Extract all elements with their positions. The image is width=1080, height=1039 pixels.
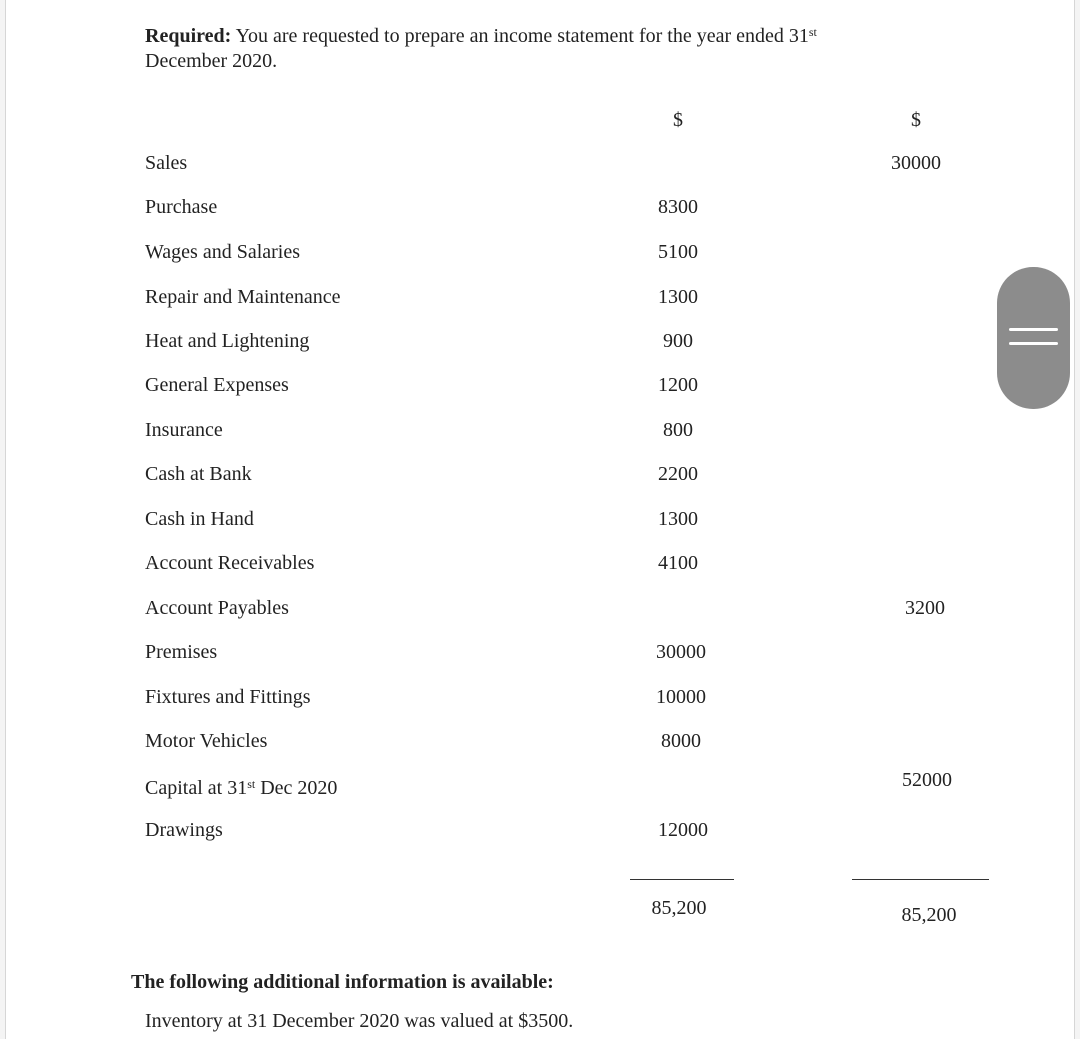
row-value-cash-hand: 1300 xyxy=(658,508,698,530)
row-label-insurance: Insurance xyxy=(145,419,223,441)
row-label-purchase: Purchase xyxy=(145,196,218,218)
required-label: Required: xyxy=(145,25,232,47)
row-label-heat: Heat and Lightening xyxy=(145,330,310,352)
row-label-general: General Expenses xyxy=(145,374,289,396)
row-label-receivables: Account Receivables xyxy=(145,552,315,574)
total-col2: 85,200 xyxy=(901,904,957,926)
total-rule-col2 xyxy=(852,879,989,880)
row-label-drawings: Drawings xyxy=(145,819,223,841)
page-edge-right xyxy=(1074,0,1080,1039)
row-label-payables: Account Payables xyxy=(145,597,289,619)
capital-label-sup: st xyxy=(247,777,256,791)
column-header-1: $ xyxy=(673,109,683,131)
row-value-fixtures: 10000 xyxy=(656,686,706,708)
row-label-fixtures: Fixtures and Fittings xyxy=(145,686,311,708)
row-value-general: 1200 xyxy=(658,374,698,396)
total-col1: 85,200 xyxy=(651,897,707,919)
handle-grip-icon xyxy=(1009,342,1058,345)
row-label-repair: Repair and Maintenance xyxy=(145,286,341,308)
capital-label-part2: Dec 2020 xyxy=(255,777,338,799)
required-sup: st xyxy=(808,25,817,39)
capital-label-part1: Capital at 31 xyxy=(145,777,248,799)
row-label-motor: Motor Vehicles xyxy=(145,730,268,752)
row-label-cash-bank: Cash at Bank xyxy=(145,463,252,485)
row-value-motor: 8000 xyxy=(661,730,701,752)
column-header-2: $ xyxy=(911,109,921,131)
required-statement xyxy=(145,24,817,48)
row-label-cash-hand: Cash in Hand xyxy=(145,508,254,530)
page-edge-left xyxy=(0,0,6,1039)
row-value-repair: 1300 xyxy=(658,286,698,308)
row-value-heat: 900 xyxy=(663,330,693,352)
inventory-note: Inventory at 31 December 2020 was valued at $3500. xyxy=(145,1010,574,1032)
row-label-capital xyxy=(145,776,337,800)
row-value-capital: 52000 xyxy=(902,769,952,791)
row-label-premises: Premises xyxy=(145,641,218,663)
row-value-receivables: 4100 xyxy=(658,552,698,574)
row-value-sales: 30000 xyxy=(891,152,941,174)
required-text: You are requested to prepare an income statement for the year ended 31 xyxy=(231,25,809,47)
row-value-premises: 30000 xyxy=(656,641,706,663)
row-value-payables: 3200 xyxy=(905,597,945,619)
required-statement-line2: December 2020. xyxy=(145,50,278,72)
row-value-cash-bank: 2200 xyxy=(658,463,698,485)
row-value-drawings: 12000 xyxy=(658,819,708,841)
handle-grip-icon xyxy=(1009,328,1058,331)
row-value-insurance: 800 xyxy=(663,419,693,441)
row-label-sales: Sales xyxy=(145,152,188,174)
additional-info-heading: The following additional information is available: xyxy=(131,971,554,993)
row-value-purchase: 8300 xyxy=(658,196,698,218)
scroll-handle[interactable] xyxy=(997,267,1070,409)
row-label-wages: Wages and Salaries xyxy=(145,241,300,263)
row-value-wages: 5100 xyxy=(658,241,698,263)
total-rule-col1 xyxy=(630,879,734,880)
